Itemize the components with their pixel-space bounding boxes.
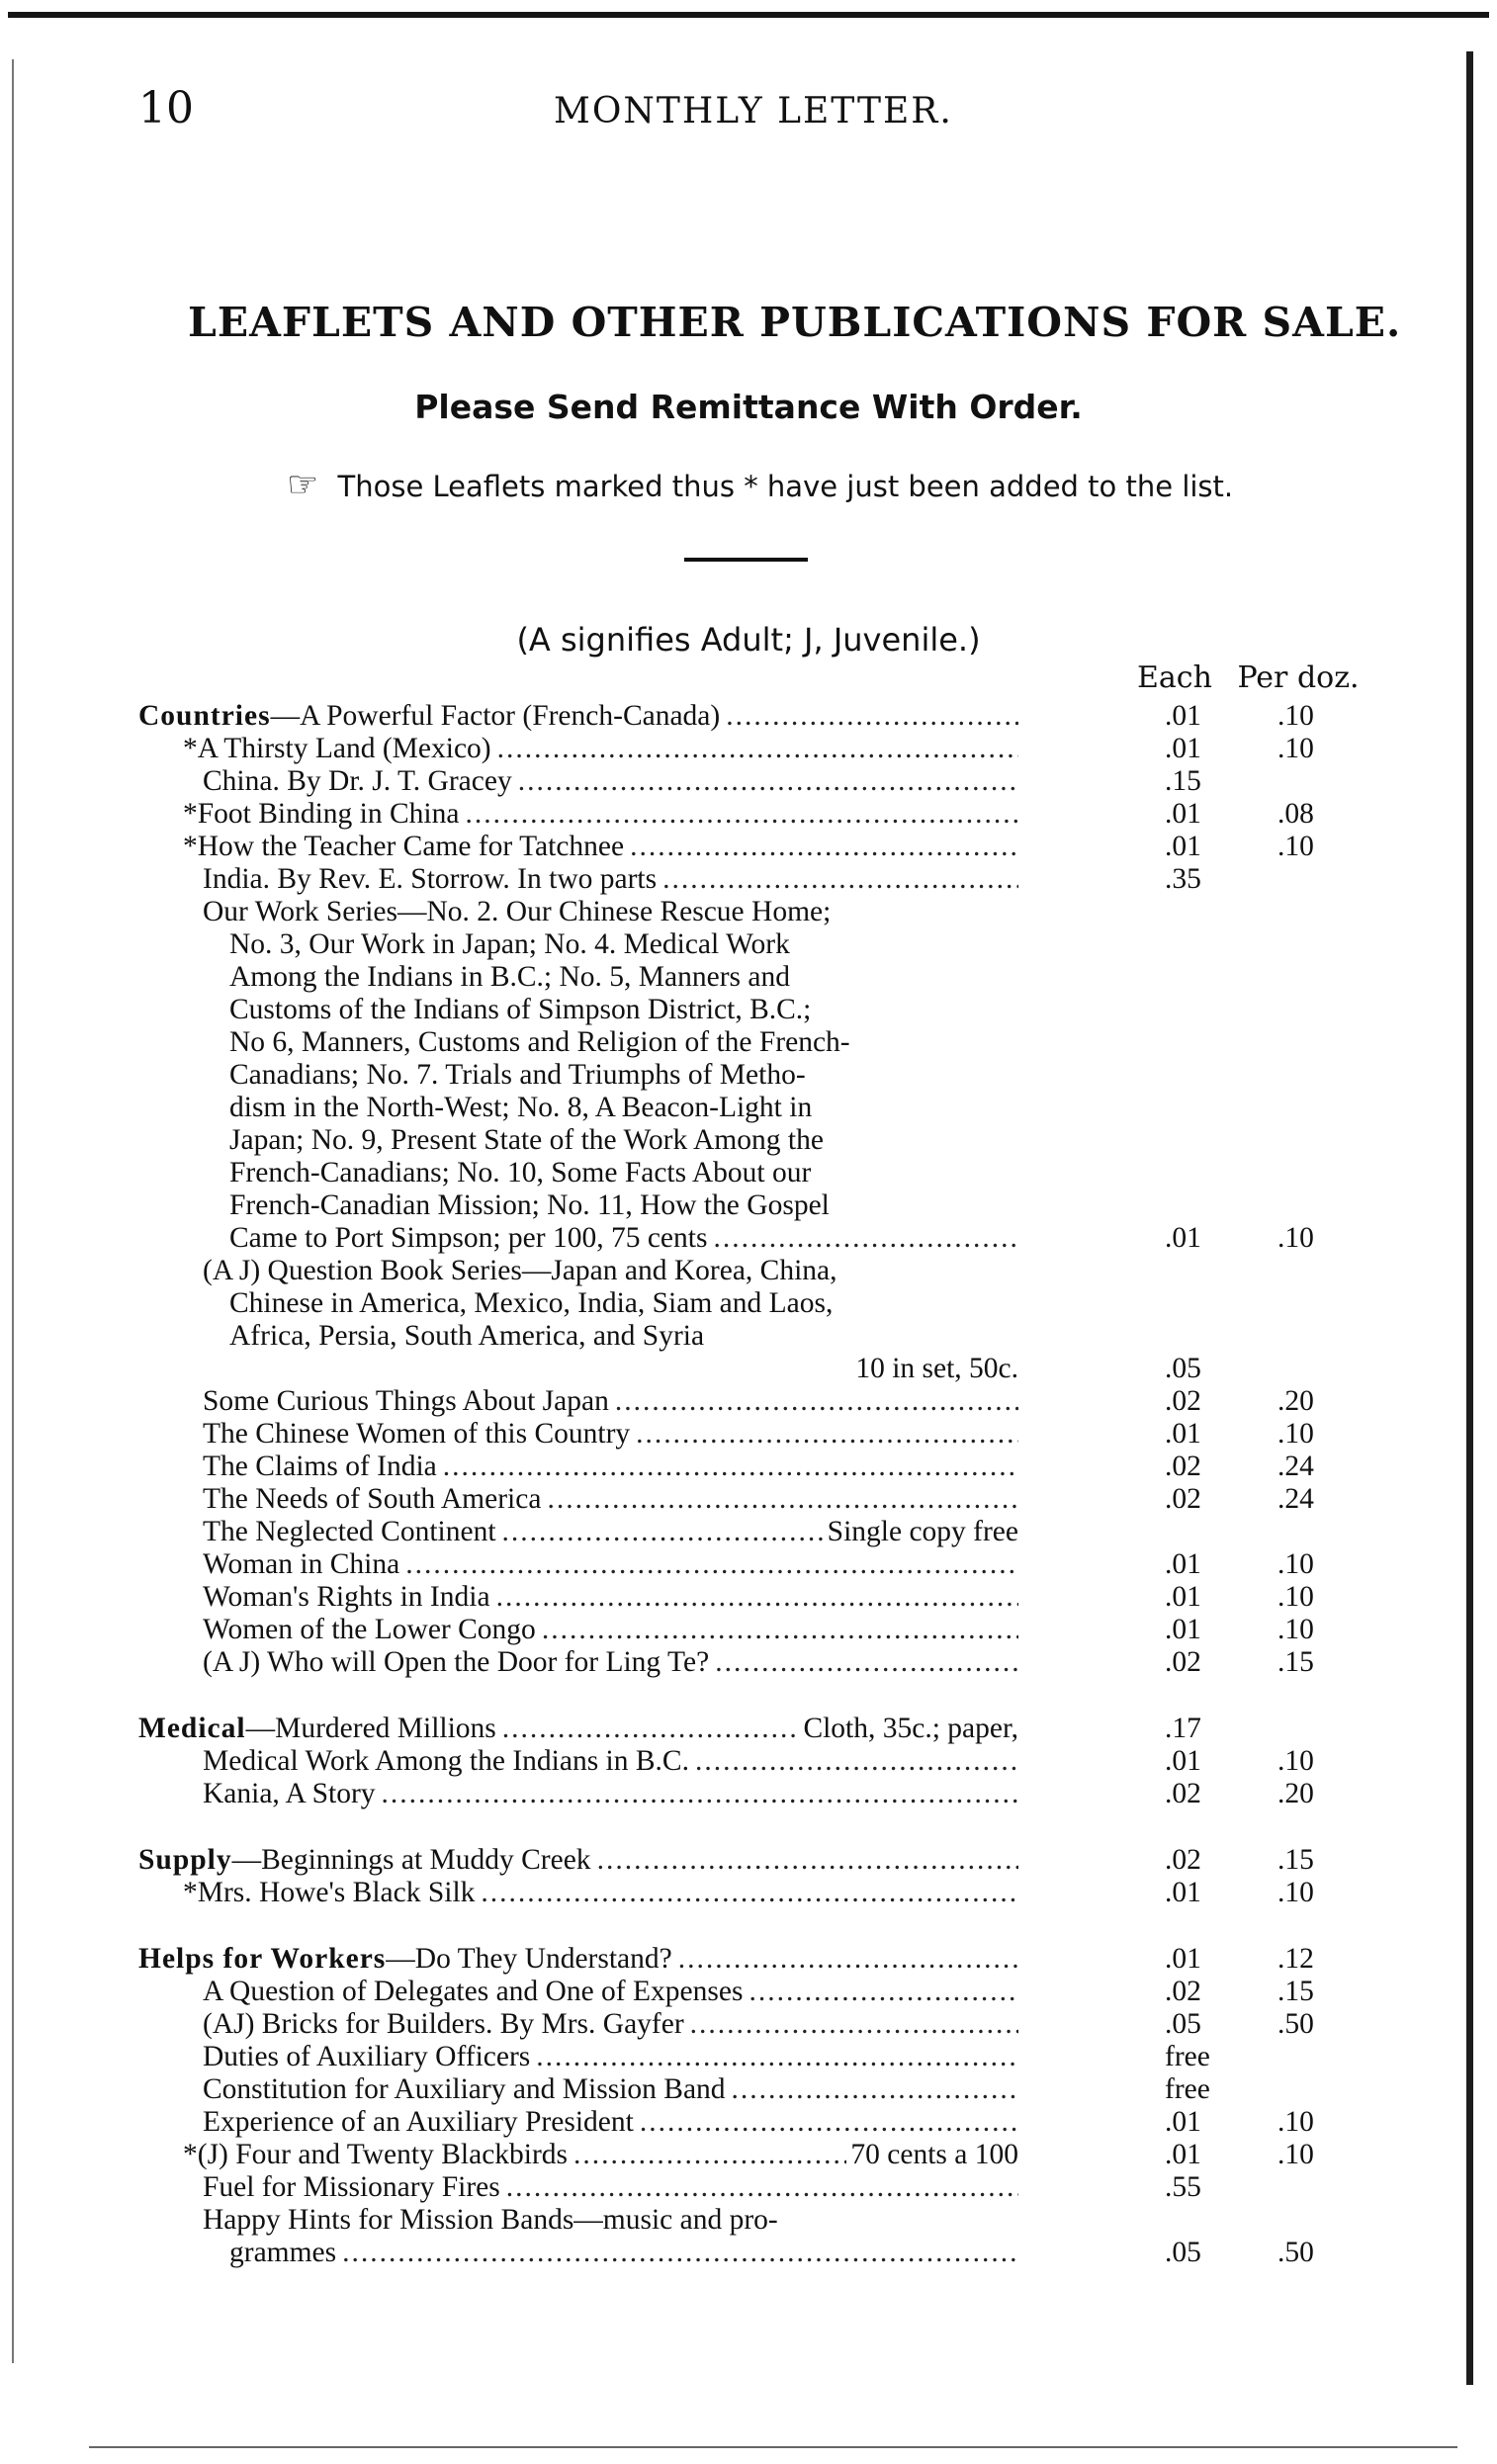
- item-text-block: [0, 1451, 1018, 1483]
- abbreviation-key: (A signifies Adult; J, Juvenile.): [516, 621, 981, 659]
- item-note: Single copy free: [827, 1516, 1018, 1547]
- dot-leader: [547, 1483, 1018, 1516]
- item-line: [0, 1976, 1018, 2008]
- price-each: .02: [1165, 1646, 1201, 1678]
- item-line: [0, 2008, 1018, 2041]
- item-line: [0, 2204, 1018, 2237]
- price-each: .55: [1165, 2171, 1201, 2203]
- item-text-block: [0, 1778, 1018, 1810]
- price-each: .01: [1165, 831, 1201, 862]
- category-dash: —: [245, 1713, 276, 1744]
- price-per-dozen: .24: [1277, 1451, 1314, 1482]
- item-title: The Chinese Women of this Country: [203, 1418, 631, 1450]
- item-text-block: [0, 2106, 1018, 2139]
- price-per-dozen: .20: [1277, 1385, 1314, 1417]
- dot-leader: [690, 2008, 1018, 2041]
- dot-leader: [518, 765, 1018, 798]
- dot-leader: [640, 2106, 1018, 2139]
- price-per-dozen: .50: [1277, 2237, 1314, 2268]
- item-line: [0, 1483, 1018, 1516]
- dot-leader: [382, 1778, 1018, 1810]
- price-each: .02: [1165, 1451, 1201, 1482]
- price-list-item: [0, 1516, 1497, 1548]
- price-each: .01: [1165, 733, 1201, 764]
- price-each: free: [1165, 2073, 1210, 2105]
- item-text-block: [0, 2073, 1018, 2106]
- item-line: [0, 1844, 1018, 1877]
- price-per-dozen: .10: [1277, 831, 1314, 862]
- dot-leader: [678, 1943, 1018, 1976]
- price-list-item: [0, 2008, 1497, 2041]
- item-title: *Foot Binding in China: [183, 798, 460, 830]
- item-title: Chinese in America, Mexico, India, Siam and Laos,: [229, 1287, 834, 1319]
- item-text-block: [0, 831, 1018, 863]
- item-line: [0, 863, 1018, 896]
- item-text-block: [0, 2041, 1018, 2073]
- price-per-dozen: .10: [1277, 1581, 1314, 1613]
- section-category: Medical: [138, 1713, 246, 1744]
- item-title: (A J) Question Book Series—Japan and Korea, China,: [203, 1255, 837, 1286]
- price-list-item: [0, 1778, 1497, 1810]
- item-line: [0, 928, 1018, 961]
- price-list-item: [0, 1483, 1497, 1516]
- price-list-item: [0, 1844, 1497, 1877]
- price-per-dozen: .12: [1277, 1943, 1314, 1975]
- item-title: Medical Work Among the Indians in B.C.: [203, 1745, 689, 1777]
- dot-leader: [342, 2237, 1018, 2269]
- item-line: [0, 1646, 1018, 1679]
- price-each: .01: [1165, 700, 1201, 732]
- dot-leader: [732, 2073, 1018, 2106]
- section-gap: [0, 1909, 1497, 1943]
- item-title: Canadians; No. 7. Trials and Triumphs of Metho-: [229, 1059, 806, 1091]
- new-items-note-text: Those Leaflets marked thus * have just been added to the list.: [337, 470, 1234, 503]
- category-dash: —: [270, 700, 301, 732]
- price-per-dozen: .10: [1277, 733, 1314, 764]
- dot-leader: [713, 1222, 1018, 1255]
- item-text-block: [0, 2171, 1018, 2204]
- item-line: [0, 700, 1018, 733]
- item-line: [0, 1157, 1018, 1189]
- item-text-block: [0, 765, 1018, 798]
- bottom-border-rule: [89, 2446, 1457, 2448]
- price-per-dozen: .10: [1277, 1877, 1314, 1908]
- item-text-block: [0, 733, 1018, 765]
- item-title: French-Canadian Mission; No. 11, How the Gospel: [229, 1189, 830, 1221]
- item-line: [0, 1124, 1018, 1157]
- item-line: [0, 1418, 1018, 1451]
- dot-leader: [405, 1548, 1018, 1581]
- item-title: *(J) Four and Twenty Blackbirds: [183, 2139, 569, 2170]
- dot-leader: [695, 1745, 1018, 1778]
- item-title: India. By Rev. E. Storrow. In two parts: [203, 863, 658, 895]
- item-title: Do They Understand?: [414, 1943, 672, 1975]
- item-text-block: [0, 1581, 1018, 1614]
- item-title: The Claims of India: [203, 1451, 437, 1482]
- dot-leader: [481, 1877, 1018, 1909]
- item-line: [0, 1516, 1018, 1548]
- column-headers: [1137, 660, 1360, 695]
- item-line: [0, 1745, 1018, 1778]
- dot-leader: [726, 700, 1018, 733]
- dot-leader: [465, 798, 1018, 831]
- column-header-each: Each: [1137, 660, 1212, 695]
- dot-leader: [715, 1646, 1018, 1679]
- price-list-item: [0, 1877, 1497, 1909]
- item-title: The Neglected Continent: [203, 1516, 496, 1547]
- item-line: [0, 994, 1018, 1026]
- column-header-per-doz: Per doz.: [1237, 660, 1360, 695]
- page-title: LEAFLETS AND OTHER PUBLICATIONS FOR SALE.: [188, 299, 1402, 346]
- item-line: [0, 1092, 1018, 1124]
- item-line: [0, 2139, 1018, 2171]
- price-per-dozen: .24: [1277, 1483, 1314, 1515]
- section-category: Supply: [138, 1844, 232, 1876]
- price-each: .01: [1165, 1418, 1201, 1450]
- price-per-dozen: .08: [1277, 798, 1314, 830]
- price-each: .05: [1165, 2008, 1201, 2040]
- item-title: The Needs of South America: [203, 1483, 542, 1515]
- item-title: Beginnings at Muddy Creek: [261, 1844, 591, 1876]
- price-list-item: [0, 700, 1497, 733]
- price-list-item: [0, 1713, 1497, 1745]
- item-title: Murdered Millions: [275, 1713, 496, 1744]
- item-text-block: [0, 1483, 1018, 1516]
- item-line: [0, 1255, 1018, 1287]
- item-line: [0, 733, 1018, 765]
- item-line: [0, 1189, 1018, 1222]
- page-subtitle: Please Send Remittance With Order.: [414, 388, 1083, 426]
- price-each: .01: [1165, 1877, 1201, 1908]
- item-text-block: [0, 896, 1018, 1255]
- item-title: No. 3, Our Work in Japan; No. 4. Medical Work: [229, 928, 790, 960]
- price-list-item: [0, 1548, 1497, 1581]
- price-each: .05: [1165, 1353, 1201, 1384]
- price-per-dozen: .50: [1277, 2008, 1314, 2040]
- price-each: .02: [1165, 1778, 1201, 1809]
- item-text-block: [0, 1976, 1018, 2008]
- price-each: .01: [1165, 1222, 1201, 1254]
- price-list-item: [0, 2106, 1497, 2139]
- dot-leader: [573, 2139, 846, 2171]
- item-text-block: [0, 1646, 1018, 1679]
- item-text-block: [0, 2139, 1018, 2171]
- item-note: Cloth, 35c.; paper,: [803, 1713, 1018, 1744]
- item-title: (AJ) Bricks for Builders. By Mrs. Gayfer: [203, 2008, 684, 2040]
- price-list-item: [0, 1745, 1497, 1778]
- item-line: [0, 765, 1018, 798]
- item-text-block: [0, 1385, 1018, 1418]
- dot-leader: [502, 1713, 800, 1745]
- price-list-item: [0, 2073, 1497, 2106]
- price-each: .02: [1165, 1976, 1201, 2007]
- item-text-block: [0, 1844, 1018, 1877]
- price-list-item: [0, 1255, 1497, 1385]
- price-list-item: [0, 896, 1497, 1255]
- item-text-block: [0, 798, 1018, 831]
- item-line: [0, 1059, 1018, 1092]
- price-per-dozen: .10: [1277, 2106, 1314, 2138]
- price-per-dozen: .10: [1277, 700, 1314, 732]
- price-per-dozen: .10: [1277, 1745, 1314, 1777]
- item-title: Africa, Persia, South America, and Syria: [229, 1320, 705, 1352]
- price-each: .02: [1165, 1844, 1201, 1876]
- item-line: [0, 1713, 1018, 1745]
- dot-leader: [497, 733, 1018, 765]
- item-title: A Question of Delegates and One of Expenses: [203, 1976, 744, 2007]
- price-list-item: [0, 2171, 1497, 2204]
- pointing-hand-icon: ☞: [287, 465, 319, 505]
- dot-leader: [662, 863, 1018, 896]
- item-text-block: [0, 1548, 1018, 1581]
- item-line: [0, 1877, 1018, 1909]
- item-text-block: [0, 863, 1018, 896]
- price-per-dozen: .10: [1277, 1614, 1314, 1645]
- item-title: grammes: [229, 2237, 337, 2268]
- price-list-item: [0, 798, 1497, 831]
- item-text-block: [0, 1516, 1018, 1548]
- item-line: [0, 1026, 1018, 1059]
- price-list-item: [0, 1418, 1497, 1451]
- item-line: [0, 1548, 1018, 1581]
- price-per-dozen: .15: [1277, 1976, 1314, 2007]
- item-title: Customs of the Indians of Simpson District, B.C.;: [229, 994, 812, 1025]
- dot-leader: [748, 1976, 1018, 2008]
- section-divider: [684, 558, 808, 562]
- price-each: .01: [1165, 1745, 1201, 1777]
- item-text-block: [0, 2008, 1018, 2041]
- price-per-dozen: .20: [1277, 1778, 1314, 1809]
- running-head: MONTHLY LETTER.: [554, 91, 953, 132]
- price-list-item: [0, 1614, 1497, 1646]
- item-text-block: [0, 1943, 1018, 1976]
- dot-leader: [542, 1614, 1018, 1646]
- item-title: Came to Port Simpson; per 100, 75 cents: [229, 1222, 708, 1254]
- dot-leader: [636, 1418, 1018, 1451]
- dot-leader: [496, 1581, 1018, 1614]
- price-list-item: [0, 1385, 1497, 1418]
- item-line: [0, 1778, 1018, 1810]
- price-each: .01: [1165, 2139, 1201, 2170]
- price-each: free: [1165, 2041, 1210, 2072]
- item-text-block: [0, 700, 1018, 733]
- item-title: Constitution for Auxiliary and Mission Band: [203, 2073, 726, 2105]
- price-per-dozen: .10: [1277, 2139, 1314, 2170]
- section-gap: [0, 1679, 1497, 1713]
- item-title: China. By Dr. J. T. Gracey: [203, 765, 512, 797]
- item-line: [0, 2237, 1018, 2269]
- item-title: Our Work Series—No. 2. Our Chinese Rescue Home;: [203, 896, 832, 927]
- item-text-block: [0, 1255, 1018, 1385]
- item-line: [0, 1614, 1018, 1646]
- item-title: Among the Indians in B.C.; No. 5, Manners and: [229, 961, 790, 993]
- price-each: .01: [1165, 2106, 1201, 2138]
- price-each: .01: [1165, 1581, 1201, 1613]
- price-list-item: [0, 765, 1497, 798]
- section-gap: [0, 1810, 1497, 1844]
- category-dash: —: [231, 1844, 262, 1876]
- price-list-item: [0, 733, 1497, 765]
- section-category: Countries: [138, 700, 271, 732]
- item-line: [0, 1451, 1018, 1483]
- item-line: [0, 1320, 1018, 1353]
- dot-leader: [597, 1844, 1018, 1877]
- price-list-item: [0, 831, 1497, 863]
- item-line: [0, 896, 1018, 928]
- item-title: (A J) Who will Open the Door for Ling Te?: [203, 1646, 710, 1678]
- item-text-block: [0, 2204, 1018, 2269]
- item-title: Women of the Lower Congo: [203, 1614, 536, 1645]
- price-each: .01: [1165, 1614, 1201, 1645]
- price-each: .17: [1165, 1713, 1201, 1744]
- price-each: .01: [1165, 798, 1201, 830]
- price-per-dozen: .15: [1277, 1844, 1314, 1876]
- top-border-rule: [8, 12, 1489, 18]
- price-each: .01: [1165, 1548, 1201, 1580]
- page-number: 10: [138, 83, 194, 133]
- item-line: [0, 2073, 1018, 2106]
- item-title: Japan; No. 9, Present State of the Work Among the: [229, 1124, 824, 1156]
- dot-leader: [502, 1516, 824, 1548]
- item-line: [0, 1581, 1018, 1614]
- item-title: Fuel for Missionary Fires: [203, 2171, 500, 2203]
- price-list-item: [0, 863, 1497, 896]
- item-title: No 6, Manners, Customs and Religion of the French-: [229, 1026, 850, 1058]
- dot-leader: [506, 2171, 1018, 2204]
- price-per-dozen: .10: [1277, 1548, 1314, 1580]
- item-title: Woman in China: [203, 1548, 400, 1580]
- price-each: .15: [1165, 765, 1201, 797]
- item-title: *Mrs. Howe's Black Silk: [183, 1877, 476, 1908]
- item-text-block: [0, 1745, 1018, 1778]
- price-each: .01: [1165, 1943, 1201, 1975]
- price-per-dozen: .10: [1277, 1418, 1314, 1450]
- item-title: Duties of Auxiliary Officers: [203, 2041, 531, 2072]
- price-each: .05: [1165, 2237, 1201, 2268]
- item-title: Woman's Rights in India: [203, 1581, 490, 1613]
- item-text-block: [0, 1614, 1018, 1646]
- item-line: [0, 1287, 1018, 1320]
- price-per-dozen: .10: [1277, 1222, 1314, 1254]
- price-each: .02: [1165, 1385, 1201, 1417]
- item-text-block: [0, 1877, 1018, 1909]
- price-each: .02: [1165, 1483, 1201, 1515]
- item-line: [0, 831, 1018, 863]
- item-line: [0, 1943, 1018, 1976]
- item-line: [0, 1385, 1018, 1418]
- dot-leader: [536, 2041, 1018, 2073]
- category-dash: —: [386, 1943, 415, 1975]
- item-title: A Powerful Factor (French-Canada): [300, 700, 721, 732]
- price-list-item: [0, 2204, 1497, 2269]
- item-title: Happy Hints for Mission Bands—music and pro-: [203, 2204, 778, 2236]
- price-list: [0, 700, 1497, 2269]
- item-text-block: [0, 1418, 1018, 1451]
- dot-leader: [630, 831, 1018, 863]
- price-each: .35: [1165, 863, 1201, 895]
- item-title: *A Thirsty Land (Mexico): [183, 733, 491, 764]
- item-title: Kania, A Story: [203, 1778, 376, 1809]
- price-list-item: [0, 2139, 1497, 2171]
- item-line: [0, 2106, 1018, 2139]
- item-line: [0, 1353, 1018, 1385]
- item-title: Some Curious Things About Japan: [203, 1385, 609, 1417]
- item-line: [0, 1222, 1018, 1255]
- item-title: French-Canadians; No. 10, Some Facts About our: [229, 1157, 812, 1188]
- price-list-item: [0, 1646, 1497, 1679]
- dot-leader: [443, 1451, 1018, 1483]
- item-title: Experience of an Auxiliary President: [203, 2106, 634, 2138]
- price-list-item: [0, 2041, 1497, 2073]
- item-line: [0, 2041, 1018, 2073]
- item-title: *How the Teacher Came for Tatchnee: [183, 831, 625, 862]
- price-list-item: [0, 1943, 1497, 1976]
- item-text-block: [0, 1713, 1018, 1745]
- dot-leader: [615, 1385, 1018, 1418]
- new-items-note: [287, 465, 1233, 505]
- item-note: 70 cents a 100: [850, 2139, 1018, 2170]
- item-line: [0, 2171, 1018, 2204]
- price-list-item: [0, 1976, 1497, 2008]
- item-title: dism in the North-West; No. 8, A Beacon-Light in: [229, 1092, 813, 1123]
- item-title: 10 in set, 50c.: [855, 1353, 1018, 1384]
- price-per-dozen: .15: [1277, 1646, 1314, 1678]
- section-category: Helps for Workers: [138, 1943, 387, 1975]
- item-line: [0, 798, 1018, 831]
- item-line: [0, 961, 1018, 994]
- price-list-item: [0, 1581, 1497, 1614]
- price-list-item: [0, 1451, 1497, 1483]
